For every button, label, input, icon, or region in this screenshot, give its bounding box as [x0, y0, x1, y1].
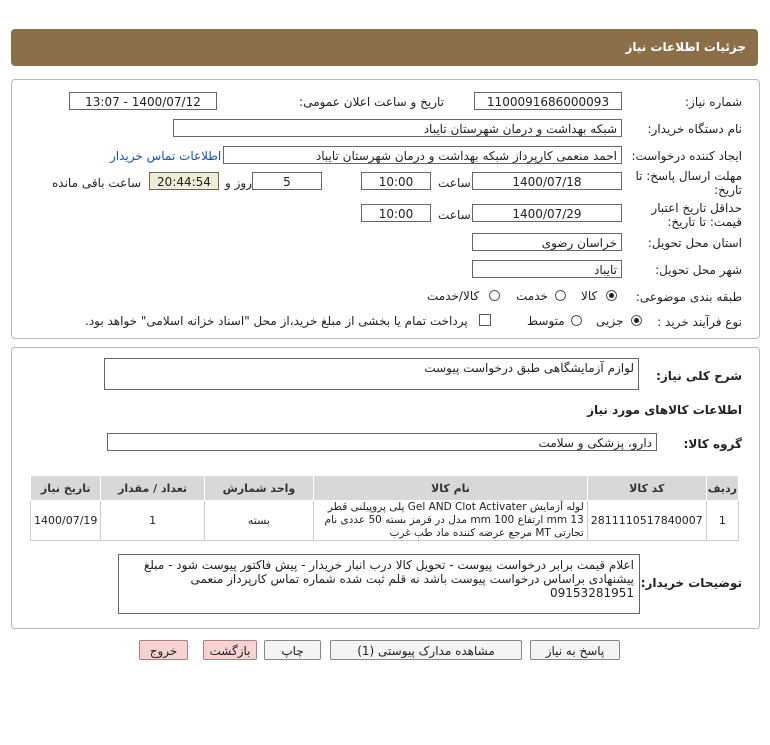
buyer-notes-label: توضیحات خریدار:: [640, 576, 742, 590]
category-label: طبقه بندی موضوعی:: [635, 290, 742, 304]
purchase-type-label: نوع فرآیند خرید :: [657, 315, 742, 329]
reply-time-field: 10:00: [361, 172, 431, 190]
reply-deadline-label: مهلت ارسال پاسخ: تا: [635, 169, 742, 183]
city-label: شهر محل تحویل:: [655, 263, 742, 277]
col-header-code: کد کالا: [587, 476, 706, 501]
announce-datetime-field: 1400/07/12 - 13:07: [69, 92, 217, 110]
validity-time-field: 10:00: [361, 204, 431, 222]
treasury-payment-checkbox[interactable]: [479, 314, 491, 326]
province-field: خراسان رضوی: [472, 233, 622, 251]
goods-info-title: اطلاعات کالاهای مورد نیاز: [587, 403, 742, 417]
remaining-time-label: ساعت باقی مانده: [52, 176, 142, 190]
remaining-time-field: 20:44:54: [149, 172, 219, 190]
buyer-org-field: شبکه بهداشت و درمان شهرستان تایباد: [173, 119, 622, 137]
reply-days-label: روز و: [225, 176, 252, 190]
summary-field: لوازم آزمایشگاهی طبق درخواست پیوست: [104, 358, 639, 390]
page-title: جزئیات اطلاعات نیاز: [625, 40, 746, 54]
purchase-type-option-minor: جزیی: [596, 314, 624, 328]
purchase-type-radio-minor[interactable]: [631, 315, 642, 326]
col-header-name: نام کالا: [314, 476, 588, 501]
treasury-payment-note: پرداخت تمام یا بخشی از مبلغ خرید،از محل "اسناد خزانه اسلامی" خواهد بود.: [85, 314, 468, 328]
category-radio-goods[interactable]: [606, 290, 617, 301]
cell-row: 1: [706, 501, 738, 541]
goods-table: [30, 475, 739, 541]
validity-deadline-label: حداقل تاریخ اعتبار: [651, 201, 742, 215]
category-radio-service[interactable]: [555, 290, 566, 301]
buyer-org-label: نام دستگاه خریدار:: [647, 122, 742, 136]
table-row: [31, 501, 739, 541]
validity-deadline-label-2: قیمت: تا تاریخ:: [667, 215, 742, 229]
validity-time-label: ساعت: [438, 208, 471, 222]
need-number-field: 1100091686000093: [474, 92, 622, 110]
requester-label: ایجاد کننده درخواست:: [631, 149, 742, 163]
cell-code: 2811110517840007: [587, 501, 706, 541]
need-number-label: شماره نیاز:: [685, 95, 742, 109]
goods-group-field: دارو، پزشکی و سلامت: [107, 433, 657, 451]
col-header-row: ردیف: [706, 476, 738, 501]
category-option-goods: کالا: [581, 289, 598, 303]
page-header: [11, 29, 758, 66]
reply-deadline-label-2: تاریخ:: [714, 183, 742, 197]
exit-button[interactable]: خروج: [139, 640, 188, 660]
buyer-contact-link[interactable]: اطلاعات تماس خریدار: [110, 149, 222, 163]
col-header-qty: تعداد / مقدار: [101, 476, 204, 501]
view-attachments-button[interactable]: مشاهده مدارک پیوستی (1): [330, 640, 522, 660]
reply-days-field: 5: [252, 172, 322, 190]
category-option-goods-service: کالا/خدمت: [427, 289, 480, 303]
province-label: استان محل تحویل:: [647, 236, 742, 250]
summary-label: شرح کلی نیاز:: [656, 369, 742, 383]
buyer-notes-field: اعلام قیمت برابر درخواست پیوست - تحویل کالا درب انبار خریدار - پیش فاکتور پیوست شود - مبلغ پیشنهادی براساس درخواست پیوست باشد نه قلم ثبت شده شماره تماس کارپرداز منعمی 09153281951: [118, 554, 640, 614]
cell-name: لوله آزمایش Gel AND Clot Activater پلی پروپیلنی قطر 13 mm ارتفاع 100 mm مدل در قرمز بسته 50 عددی نام تجارتی MT مرجع عرضه کننده ماد طب غرب: [314, 501, 588, 541]
city-field: تایباد: [472, 260, 622, 278]
cell-unit: بسته: [204, 501, 313, 541]
announce-datetime-label: تاریخ و ساعت اعلان عمومی:: [299, 95, 444, 109]
col-header-date: تاریخ نیاز: [31, 476, 101, 501]
print-button[interactable]: چاپ: [264, 640, 321, 660]
category-option-service: خدمت: [516, 289, 548, 303]
purchase-type-radio-medium[interactable]: [571, 315, 582, 326]
reply-date-field: 1400/07/18: [472, 172, 622, 190]
purchase-type-option-medium: متوسط: [527, 314, 565, 328]
cell-date: 1400/07/19: [31, 501, 101, 541]
back-button[interactable]: بازگشت: [203, 640, 257, 660]
col-header-unit: واحد شمارش: [204, 476, 313, 501]
validity-date-field: 1400/07/29: [472, 204, 622, 222]
category-radio-goods-service[interactable]: [489, 290, 500, 301]
requester-field: احمد منعمی کارپرداز شبکه بهداشت و درمان شهرستان تایباد: [223, 146, 622, 164]
goods-group-label: گروه کالا:: [683, 437, 742, 451]
cell-qty: 1: [101, 501, 204, 541]
reply-time-label: ساعت: [438, 176, 471, 190]
reply-button[interactable]: پاسخ به نیاز: [530, 640, 620, 660]
